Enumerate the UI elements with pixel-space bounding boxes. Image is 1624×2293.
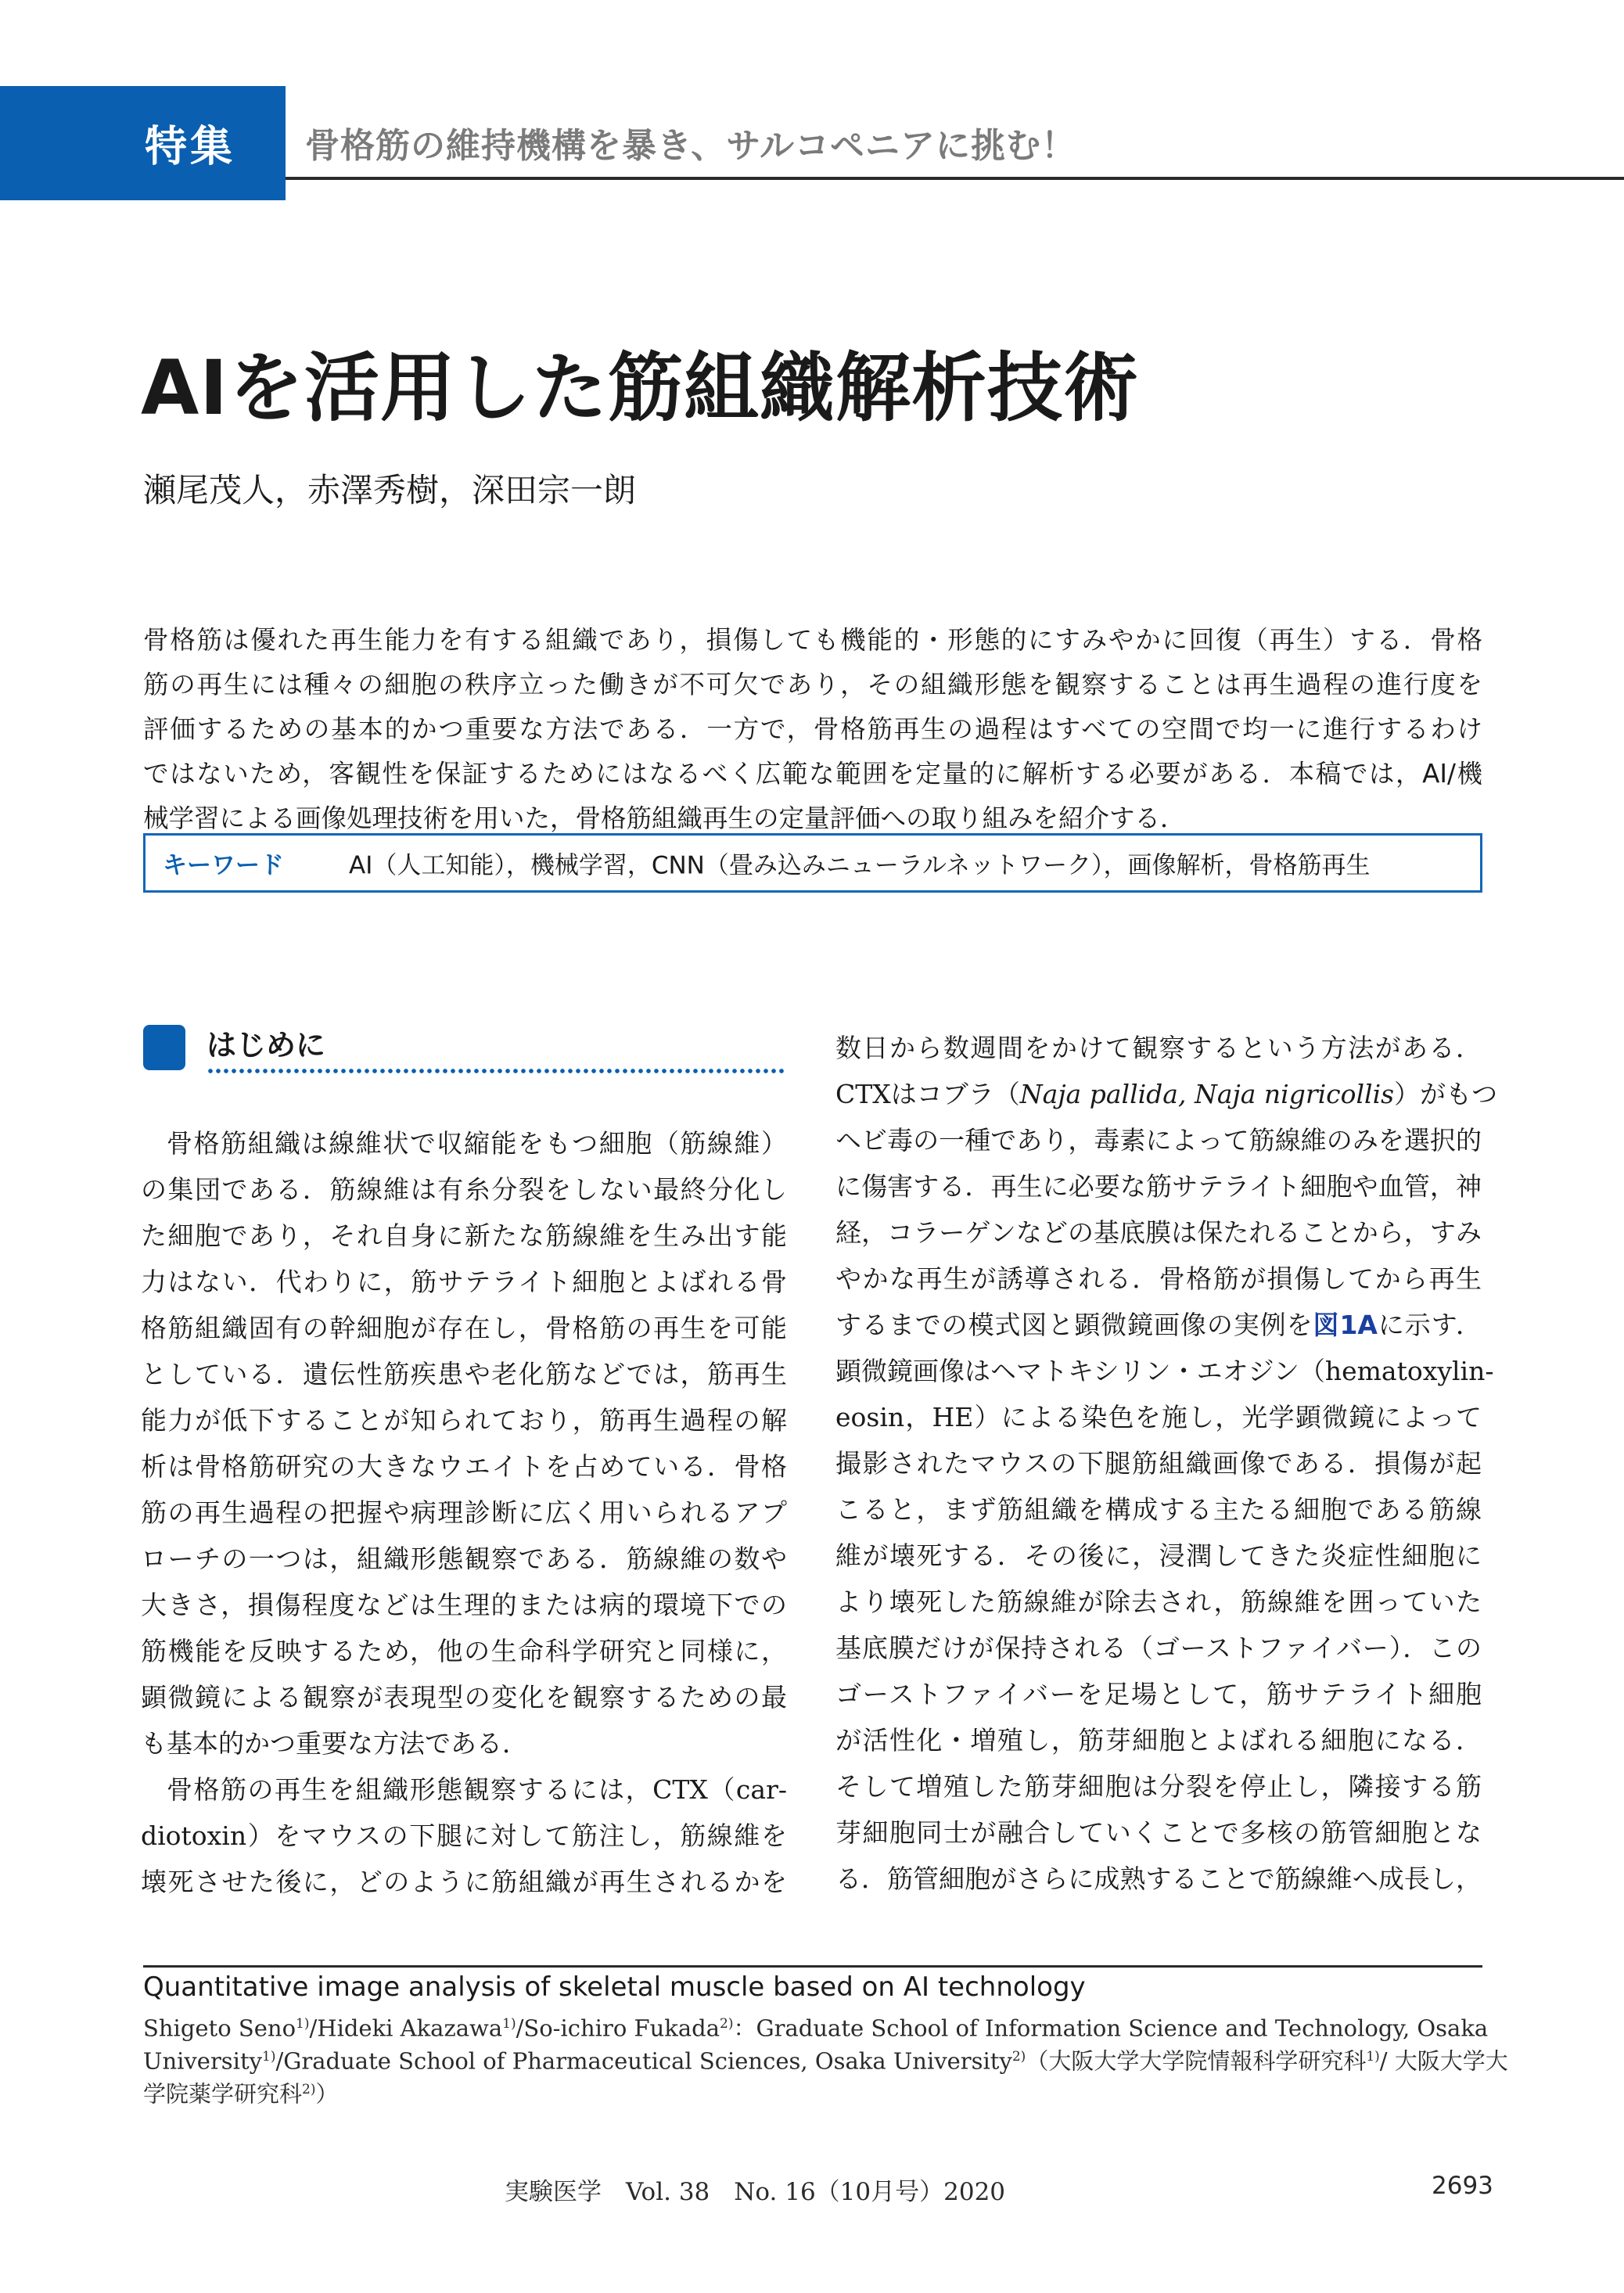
affiliation-mark: 1)	[1366, 2049, 1380, 2065]
abstract-line: 評価するための基本的かつ重要な方法である．一方で，骨格筋再生の過程はすべての空間で均一に進行するわけ	[143, 714, 1482, 744]
body-line: そして増殖した筋芽細胞は分裂を停止し，隣接する筋	[835, 1771, 1482, 1802]
right-column	[835, 1025, 1498, 1902]
body-line: 顕微鏡画像はヘマトキシリン・エオジン（hematoxylin-	[835, 1356, 1494, 1386]
body-line: に傷害する．再生に必要な筋サテライト細胞や血管，神	[835, 1171, 1482, 1202]
species-name: Naja pallida, Naja nigricollis	[1019, 1079, 1395, 1109]
body-line: 力はない．代わりに，筋サテライト細胞とよばれる骨	[141, 1267, 787, 1297]
body-line: ヘビ毒の一種であり，毒素によって筋線維のみを選択的	[835, 1125, 1482, 1155]
section-dotted-rule	[207, 1068, 787, 1074]
body-line: こると，まず筋組織を構成する主たる細胞である筋線	[835, 1494, 1482, 1525]
affiliation-line	[143, 2040, 1508, 2075]
abstract-line: 骨格筋は優れた再生能力を有する組織であり，損傷しても機能的・形態的にすみやかに回復（再生）する．骨格	[143, 625, 1482, 655]
affiliation-mark: 2)	[720, 2016, 734, 2032]
body-line: 骨格筋組織は線維状で収縮能をもつ細胞（筋線維）	[167, 1128, 787, 1159]
page-number: 2693	[1432, 2172, 1493, 2200]
body-line: 析は骨格筋研究の大きなウエイトを占めている．骨格	[141, 1451, 787, 1482]
body-text: ）がもつ	[1394, 1079, 1498, 1109]
body-line: 壊死させた後に，どのように筋組織が再生されるかを	[141, 1867, 788, 1897]
affiliation-text-jp: ）	[315, 2080, 339, 2108]
body-text: するまでの模式図と顕微鏡画像の実例を	[835, 1310, 1313, 1340]
body-line: も基本的かつ重要な方法である．	[141, 1728, 528, 1759]
body-line: やかな再生が誘導される．骨格筋が損傷してから再生	[835, 1263, 1482, 1294]
body-line: 骨格筋の再生を組織形態観察するには，CTX（car-	[167, 1774, 787, 1805]
body-line: る．筋管細胞がさらに成熟することで筋線維へ成長し，	[835, 1864, 1482, 1894]
body-line: diotoxin）をマウスの下腿に対して筋注し，筋線維を	[141, 1820, 787, 1851]
body-line: の集団である．筋線維は有糸分裂をしない最終分化し	[141, 1174, 787, 1205]
author-name: Hideki Akazawa	[317, 2014, 503, 2042]
body-line	[835, 1071, 1498, 1117]
body-line: 顕微鏡による観察が表現型の変化を観察するための最	[141, 1682, 787, 1713]
body-line: 大きさ，損傷程度などは生理的または病的環境下での	[141, 1590, 787, 1620]
keywords-box	[143, 833, 1482, 893]
affiliation-mark: 2)	[1011, 2049, 1026, 2065]
affiliation-text: /Graduate School of Pharmaceutical Sciences, Osaka University	[275, 2047, 1012, 2075]
body-text: に示す．	[1377, 1310, 1482, 1340]
affiliation-mark: 2)	[302, 2082, 316, 2097]
body-line: eosin，HE）による染色を施し，光学顕微鏡によって	[835, 1402, 1482, 1432]
affiliation-text-jp: （大阪大学大学院情報科学研究科	[1026, 2047, 1367, 2075]
affiliation-text: University	[143, 2047, 262, 2075]
body-line: 芽細胞同士が融合していくことで多核の筋管細胞とな	[835, 1817, 1482, 1848]
body-line: 基底膜だけが保持される（ゴーストファイバー）．この	[835, 1633, 1482, 1663]
affiliation-line	[143, 2073, 1482, 2106]
body-line: ローチの一つは，組織形態観察である．筋線維の数や	[141, 1544, 787, 1574]
article-title: AIを活用した筋組織解析技術	[141, 344, 1140, 432]
body-text: CTXはコブラ（	[835, 1079, 1020, 1109]
body-line: ゴーストファイバーを足場として，筋サテライト細胞	[835, 1679, 1482, 1709]
affiliations	[143, 2007, 1508, 2108]
article-authors: 瀬尾茂人，赤澤秀樹，深田宗一朗	[143, 471, 637, 509]
footnote-rule	[143, 1965, 1482, 1968]
body-line: 能力が低下することが知られており，筋再生過程の解	[141, 1405, 787, 1436]
body-line: より壊死した筋線維が除去され，筋線維を囲っていた	[835, 1587, 1482, 1617]
english-title: Quantitative image analysis of skeletal muscle based on AI technology	[143, 1971, 1086, 2003]
header-rule	[286, 177, 1624, 180]
affiliation-mark: 1)	[262, 2049, 276, 2065]
journal-citation: 実験医学 Vol. 38 No. 16（10月号）2020	[505, 2178, 1006, 2206]
abstract	[143, 618, 1482, 841]
abstract-line: ではないため，客観性を保証するためにはなるべく広範な範囲を定量的に解析する必要がある．本稿では，AI/機	[143, 759, 1482, 789]
figure-reference-link[interactable]: 図1A	[1313, 1310, 1378, 1340]
body-line: が活性化・増殖し，筋芽細胞とよばれる細胞になる．	[835, 1725, 1482, 1756]
body-line: 筋の再生過程の把握や病理診断に広く用いられるアプ	[141, 1497, 788, 1528]
body-line: 維が壊死する．その後に，浸潤してきた炎症性細胞に	[835, 1540, 1482, 1571]
affiliation-text-jp: 学院薬学研究科	[143, 2080, 303, 2108]
abstract-line: 筋の再生には種々の細胞の秩序立った働きが不可欠であり，その組織形態を観察することは再生過程の進行度を	[143, 670, 1482, 699]
body-line: 撮影されたマウスの下腿筋組織画像である．損傷が起	[835, 1448, 1482, 1479]
keywords-text: AI（人工知能），機械学習，CNN（畳み込みニューラルネットワーク），画像解析，骨格筋再生	[349, 851, 1371, 880]
affiliation-text: ：Graduate School of Information Science and Technology, Osaka	[733, 2014, 1489, 2042]
body-line: としている．遺伝性筋疾患や老化筋などでは，筋再生	[141, 1359, 787, 1389]
author-name: Shigeto Seno	[143, 2014, 296, 2042]
special-feature-label: 特集	[145, 121, 235, 171]
body-line: 格筋組織固有の幹細胞が存在し，骨格筋の再生を可能	[141, 1313, 787, 1343]
affiliation-text-jp: / 大阪大学大	[1379, 2047, 1508, 2075]
author-name: So-ichiro Fukada	[523, 2014, 720, 2042]
series-title: 骨格筋の維持機構を暴き、サルコペニアに挑む！	[305, 126, 1077, 166]
keywords-label: キーワード	[163, 851, 284, 880]
body-line: 数日から数週間をかけて観察するという方法がある．	[835, 1033, 1482, 1063]
affiliation-line: Shigeto Seno$^{1)}$/Hideki Akazawa$^{1)}$/So-ichiro Fukada$^{2)}$：Graduate School of Information Science and Technology, Osaka	[143, 2014, 1489, 2042]
affiliation-mark: 1)	[296, 2016, 310, 2032]
special-feature-tag	[0, 86, 286, 200]
body-line: 経，コラーゲンなどの基底膜は保たれることから，すみ	[835, 1217, 1482, 1248]
abstract-line: 械学習による画像処理技術を用いた，骨格筋組織再生の定量評価への取り組みを紹介する．	[143, 803, 1186, 833]
body-line: 筋機能を反映するため，他の生命科学研究と同様に，	[141, 1636, 787, 1666]
body-line	[835, 1302, 1482, 1348]
section-heading: はじめに	[207, 1028, 326, 1062]
section-marker-icon	[143, 1025, 185, 1070]
body-line: た細胞であり，それ自身に新たな筋線維を生み出す能	[141, 1220, 787, 1251]
affiliation-mark: 1)	[502, 2016, 516, 2032]
left-column	[141, 1120, 787, 1905]
